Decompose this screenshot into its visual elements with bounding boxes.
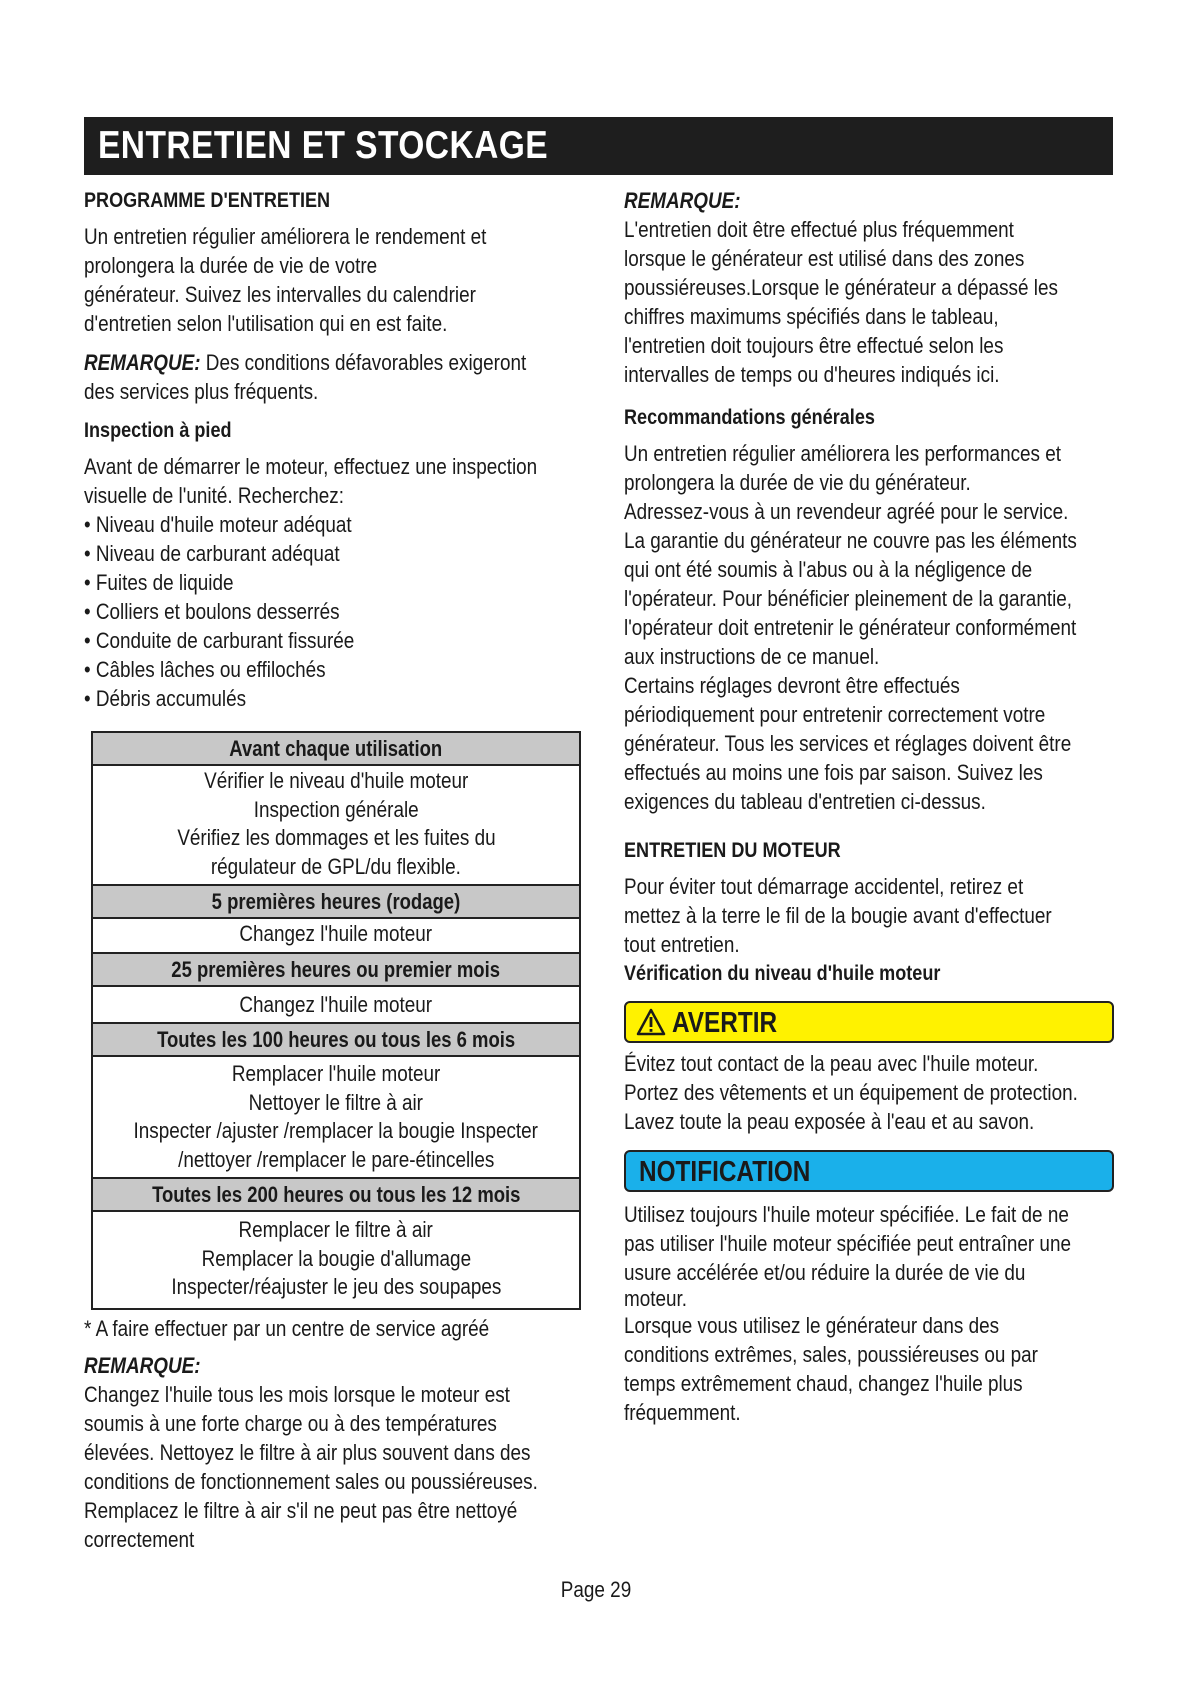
table-row: Vérifier le niveau d'huile moteur Inspection générale Vérifiez les dommages et les fuites du régulateur de GPL/du flexible. <box>93 766 579 886</box>
general-recommendations-heading: Recommandations générales <box>624 405 875 429</box>
table-header-row: Toutes les 100 heures ou tous les 6 mois <box>93 1024 579 1057</box>
intro-paragraph: Un entretien régulier améliorera le rendement et prolongera la durée de vie de votre générateur. Suivez les intervalles du calendrier d'entretien selon l'utilisation qui en est faite. <box>84 224 487 336</box>
warning-label: AVERTIR <box>672 1007 778 1039</box>
maintenance-schedule-heading: PROGRAMME D'ENTRETIEN <box>84 188 331 212</box>
list-item: • Niveau d'huile moteur adéquat <box>84 512 352 537</box>
notice-paragraph: Utilisez toujours l'huile moteur spécifiée. Le fait de ne pas utiliser l'huile moteur spécifiée peut entraîner une usure accélérée et/ou réduire la durée de vie du moteur. <box>624 1202 1071 1311</box>
remark-paragraph: L'entretien doit être effectué plus fréquemment lorsque le générateur est utilisé dans des zones poussiéreuses.Lorsque le générateur a dépassé les chiffres maximums spécifiés dans le tableau, l'entretien doit toujours être effectué selon les intervalles de temps ou d'heures indiqués ici. <box>624 217 1058 387</box>
page-number: Page 29 <box>560 1577 631 1602</box>
list-item: • Fuites de liquide <box>84 570 234 595</box>
table-header-row: Toutes les 200 heures ou tous les 12 mois <box>93 1179 579 1212</box>
remark-label: REMARQUE: <box>84 1352 201 1378</box>
section-header <box>84 117 1113 175</box>
table-row: Changez l'huile moteur <box>93 987 579 1025</box>
warning-triangle-icon <box>636 1008 666 1036</box>
notice-paragraph-2: Lorsque vous utilisez le générateur dans des conditions extrêmes, sales, poussiéreuses ou par temps extrêmement chaud, changez l'huile plus fréquemment. <box>624 1313 1038 1425</box>
list-item: • Câbles lâches ou effilochés <box>84 657 326 682</box>
inspection-paragraph: Avant de démarrer le moteur, effectuez une inspection visuelle de l'unité. Recherchez: <box>84 454 538 508</box>
remark-paragraph: REMARQUE: Des conditions défavorables exigeront des services plus fréquents. <box>84 350 527 404</box>
table-row: Remplacer le filtre à air Remplacer la bougie d'allumage Inspecter/réajuster le jeu des soupapes <box>171 1217 501 1299</box>
oil-level-check-heading: Vérification du niveau d'huile moteur <box>624 961 941 985</box>
remark-label: REMARQUE: <box>624 188 741 213</box>
inspection-checklist <box>84 510 584 713</box>
left-column <box>84 186 584 1554</box>
table-footnote: * A faire effectuer par un centre de service agréé <box>84 1315 490 1341</box>
remark-paragraph: Changez l'huile tous les mois lorsque le moteur est soumis à une forte charge ou à des températures élevées. Nettoyez le filtre à air plus souvent dans des conditions de fonctionnement sales ou poussiéreuses. Remplacez le filtre à air s'il ne peut pas être nettoyé correctement <box>84 1381 538 1552</box>
remark-label: REMARQUE: <box>84 350 201 375</box>
list-item: • Niveau de carburant adéquat <box>84 541 340 566</box>
notice-banner <box>624 1150 1114 1192</box>
table-row: Changez l'huile moteur <box>93 919 579 954</box>
table-header-row: Avant chaque utilisation <box>93 733 579 766</box>
engine-paragraph: Pour éviter tout démarrage accidentel, retirez et mettez à la terre le fil de la bougie avant d'effectuer tout entretien. <box>624 874 1052 957</box>
walk-around-heading: Inspection à pied <box>84 418 232 442</box>
list-item: • Conduite de carburant fissurée <box>84 628 355 653</box>
general-paragraph: Un entretien régulier améliorera les performances et prolongera la durée de vie du générateur. Adressez-vous à un revendeur agréé pour le service. La garantie du générateur ne couvre pas les éléments qui ont été soumis à l'abus ou à la négligence de l'opérateur. Pour bénéficier pleinement de la garantie, l'opérateur doit entretenir le générateur conformément aux instructions de ce manuel. Certains réglages devront être effectués périodiquement pour entretenir correctement votre générateur. Tous les services et réglages doivent être effectués au moins une fois par saison. Suivez les exigences du tableau d'entretien ci-dessus. <box>624 441 1077 814</box>
table-header-row: 25 premières heures ou premier mois <box>93 954 579 987</box>
maintenance-table <box>91 731 581 1310</box>
table-header-row: 5 premières heures (rodage) <box>93 886 579 919</box>
table-row: Remplacer l'huile moteur Nettoyer le filtre à air Inspecter /ajuster /remplacer la bougie Inspecter /nettoyer /remplacer le pare-étincelles <box>93 1057 579 1179</box>
list-item: • Colliers et boulons desserrés <box>84 599 340 624</box>
list-item: • Débris accumulés <box>84 686 247 711</box>
section-title: ENTRETIEN ET STOCKAGE <box>98 124 549 167</box>
warning-banner <box>624 1001 1114 1043</box>
engine-maintenance-heading: ENTRETIEN DU MOTEUR <box>624 838 841 862</box>
warning-paragraph: Évitez tout contact de la peau avec l'huile moteur. Portez des vêtements et un équipement de protection. Lavez toute la peau exposée à l'eau et au savon. <box>624 1051 1078 1134</box>
right-column <box>624 186 1124 1427</box>
notice-label: NOTIFICATION <box>639 1156 811 1188</box>
